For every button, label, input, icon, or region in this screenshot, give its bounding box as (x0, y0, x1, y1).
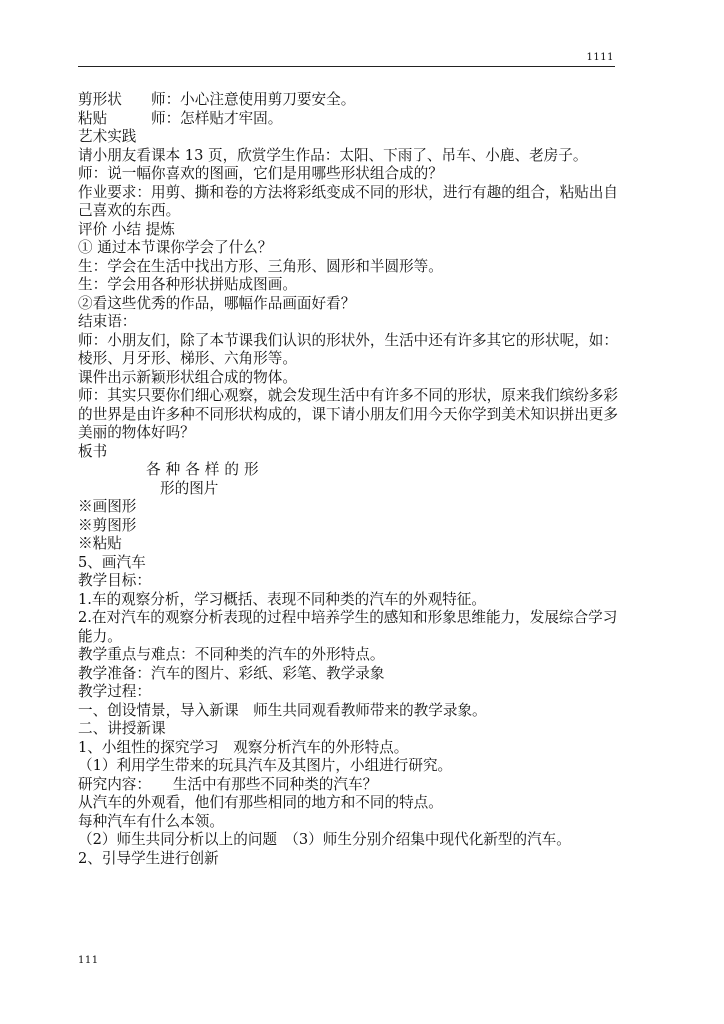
text-line: 教学重点与难点：不同种类的汽车的外形特点。 (78, 646, 385, 663)
blackboard-item: ※粘贴 (78, 535, 122, 552)
section-heading: 二、讲授新课 (78, 720, 166, 737)
text-line: 课件出示新颖形状组合成的物体。 (78, 368, 297, 386)
blackboard-title: 各种各样的形 (146, 461, 264, 478)
text-line: 剪形状 师：小心注意使用剪刀要安全。 (78, 91, 356, 108)
text-line: 作业要求：用剪、撕和卷的方法将彩纸变成不同的形状，进行有趣的组合，粘贴出自己喜欢的东西。 (78, 183, 618, 219)
text-line: 生：学会用各种形状拼贴成图画。 (78, 276, 297, 293)
section-heading: 艺术实践 (78, 128, 137, 145)
section-heading: 评价 小结 提炼 (78, 220, 175, 238)
section-heading: 教学目标： (78, 572, 151, 589)
text-line: ②看这些优秀的作品，哪幅作品画面好看？ (78, 294, 356, 312)
text-line: 教学准备：汽车的图片、彩纸、彩笔、教学录象 (78, 664, 385, 682)
blackboard-item: ※剪图形 (78, 516, 137, 534)
text-line: 研究内容： 生活中有那些不同种类的汽车？ (78, 775, 378, 793)
blackboard-item: ※画图形 (78, 498, 137, 515)
page-number-bottom: 111 (78, 955, 99, 966)
text-line: 每种汽车有什么本领。 (78, 812, 224, 830)
blackboard-subtitle: 形的图片 (160, 479, 219, 497)
text-line: 请小朋友看课本 13 页，欣赏学生作品：太阳、下雨了、吊车、小鹿、老房子。 (78, 146, 588, 164)
header-rule (78, 66, 615, 67)
text-line: 粘贴 师：怎样贴才牢固。 (78, 109, 283, 127)
text-line: 生：学会在生活中找出方形、三角形、圆形和半圆形等。 (78, 257, 443, 275)
text-line: 师：说一幅你喜欢的图画，它们是用哪些形状组合成的？ (78, 165, 443, 182)
page-number-top: 1111 (586, 52, 614, 63)
text-line: 1、小组性的探究学习 观察分析汽车的外形特点。 (78, 738, 409, 756)
text-line: 师：其实只要你们细心观察，就会发现生活中有许多不同的形状，原来我们缤纷多彩的世界是由许多种不同形状构成的，课下请小朋友们用今天你学到美术知识拼出更多美丽的物体好吗？ (78, 387, 618, 441)
text-line: 一、创设情景，导入新课 师生共同观看教师带来的教学录象。 (78, 701, 487, 719)
text-line: 1.车的观察分析，学习概括、表现不同种类的汽车的外观特征。 (78, 590, 486, 608)
text-line: 2、引导学生进行创新 (78, 849, 219, 867)
section-heading: 板书 (78, 442, 108, 460)
section-heading: 教学过程： (78, 683, 151, 700)
text-line: （2）师生共同分析以上的问题 （3）师生分别介绍集中现代化新型的汽车。 (78, 831, 571, 848)
lesson-title: 5、画汽车 (78, 553, 146, 571)
text-line: 从汽车的外观看，他们有那些相同的地方和不同的特点。 (78, 794, 443, 811)
text-line: （1）利用学生带来的玩具汽车及其图片，小组进行研究。 (78, 757, 453, 774)
text-line: ① 通过本节课你学会了什么？ (78, 239, 273, 256)
document-body (78, 91, 623, 868)
text-line: 2.在对汽车的观察分析表现的过程中培养学生的感知和形象思维能力，发展综合学习能力。 (78, 609, 618, 645)
section-heading: 结束语： (78, 313, 137, 330)
text-line: 师：小朋友们，除了本节课我们认识的形状外，生活中还有许多其它的形状呢，如：棱形、月牙形、梯形、六角形等。 (78, 331, 618, 367)
